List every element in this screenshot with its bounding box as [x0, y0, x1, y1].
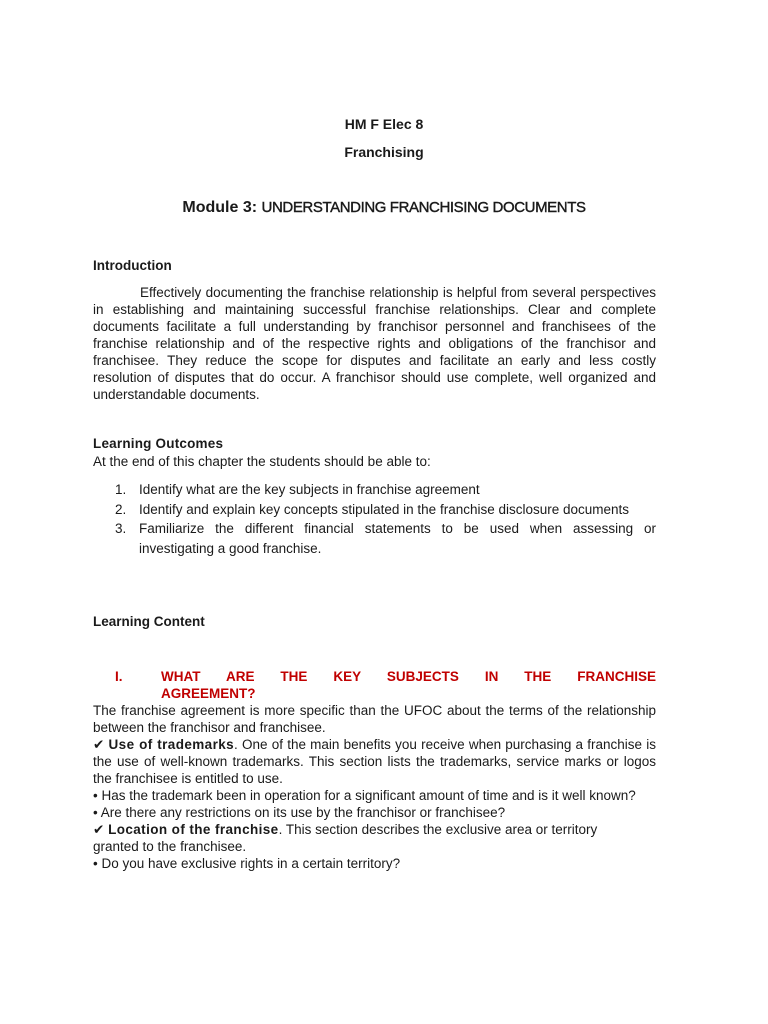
franchise-agreement-intro: The franchise agreement is more specific than the UFOC about the terms of the relationship between the franchisor and franchisee.	[93, 703, 656, 735]
list-item-text: Familiarize the different financial statements to be used when assessing or investigating a good franchise.	[139, 521, 656, 556]
section-1-heading	[93, 668, 656, 702]
section-1-title-line1: WHAT ARE THE KEY SUBJECTS IN THE FRANCHISE	[161, 669, 656, 684]
learning-content-heading: Learning Content	[93, 614, 205, 629]
list-item-number: 3.	[115, 521, 127, 536]
learning-outcomes-list	[93, 480, 656, 558]
item-text: . One of the main benefits you receive when purchasing a franchise is the use of well-known trademarks. This section lists the trademarks, service marks or logos the franchisee is entitled to use.	[93, 737, 656, 786]
learning-content-body	[93, 702, 656, 872]
section-1-title-line2: AGREEMENT?	[161, 686, 256, 701]
item-continued-text: granted to the franchisee.	[93, 839, 247, 854]
module-topic: UNDERSTANDING FRANCHISING DOCUMENTS	[261, 199, 586, 216]
item-text: . This section describes the exclusive area or territory	[278, 822, 598, 837]
introduction-heading: Introduction	[93, 258, 172, 273]
list-item	[93, 519, 656, 558]
list-item-text: Identify what are the key subjects in franchise agreement	[139, 482, 480, 497]
item-location-of-franchise	[93, 821, 656, 838]
learning-outcomes-heading: Learning Outcomes	[93, 436, 224, 451]
learning-outcomes-lead: At the end of this chapter the students should be able to:	[93, 454, 431, 469]
list-item	[93, 500, 656, 520]
module-label: Module 3:	[182, 199, 258, 216]
check-icon: ✔	[93, 737, 105, 752]
bullet-question: • Are there any restrictions on its use by the franchisor or franchisee?	[93, 805, 506, 820]
check-icon: ✔	[93, 822, 105, 837]
bullet-question: • Do you have exclusive rights in a certain territory?	[93, 856, 401, 871]
list-item-number: 2.	[115, 501, 127, 517]
list-item-number: 1.	[115, 482, 127, 497]
course-name: Franchising	[344, 144, 424, 160]
list-item	[93, 480, 656, 500]
introduction-paragraph: Effectively documenting the franchise relationship is helpful from several perspectives in establishing and maintaining successful franchise relationships. Clear and complete documents facilitate a full understanding by franchisor personnel and franchisees of the franchise relationship and of the respective rights and obligations of the franchisor and franchisee. They reduce the scope for disputes and facilitate an early and less costly resolution of disputes that do occur. A franchisor should use complete, well organized and understandable documents.	[93, 285, 656, 402]
item-use-of-trademarks	[93, 736, 656, 787]
list-item-text: Identify and explain key concepts stipulated in the franchise disclosure documents	[139, 501, 630, 517]
course-code: HM F Elec 8	[344, 116, 424, 132]
bullet-question: • Has the trademark been in operation for a significant amount of time and is it well known?	[93, 788, 636, 803]
item-label: Use of trademarks	[108, 737, 235, 752]
module-title	[0, 199, 768, 217]
section-1-numeral: I.	[115, 669, 123, 684]
item-label: Location of the franchise	[108, 822, 279, 837]
